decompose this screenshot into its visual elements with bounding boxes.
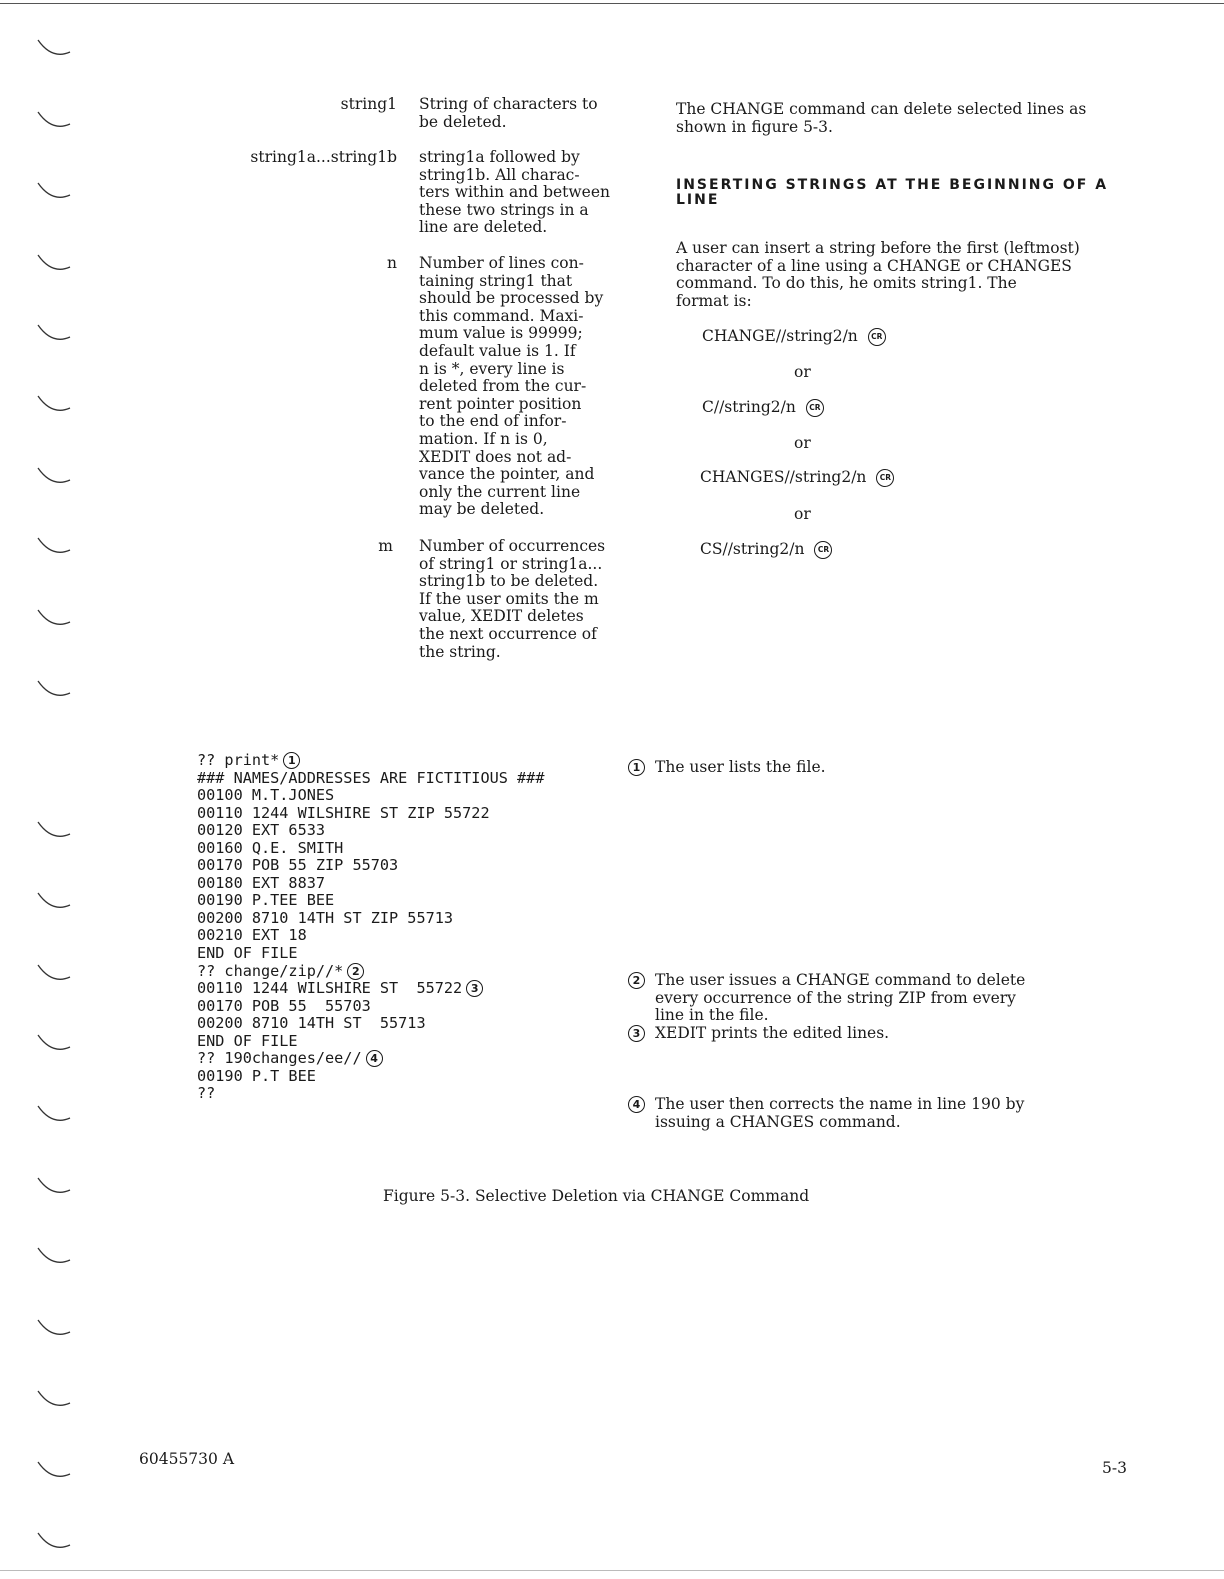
param-desc: String of characters to be deleted. — [419, 95, 598, 131]
code-line: 00210 EXT 18 — [197, 926, 307, 945]
format-line — [700, 540, 832, 559]
note-text: The user lists the file. — [655, 758, 826, 776]
carriage-return-icon: CR — [806, 399, 824, 417]
figure-caption: Figure 5-3. Selective Deletion via CHANGE Command — [383, 1187, 810, 1205]
note-text: XEDIT prints the edited lines. — [655, 1024, 890, 1042]
right-intro-paragraph: The CHANGE command can delete selected lines as shown in figure 5-3. — [676, 100, 1087, 136]
carriage-return-icon: CR — [814, 541, 832, 559]
code-line: 00120 EXT 6533 — [197, 821, 326, 840]
format-line — [700, 468, 894, 487]
code-line: 00110 1244 WILSHIRE ST 55722 3 — [197, 980, 544, 998]
code-line: 00170 POB 55 55703 — [197, 996, 371, 1015]
note-text: The user issues a CHANGE command to delete every occurrence of the string ZIP from every line in the file. — [655, 971, 1026, 1025]
note-text: The user then corrects the name in line 190 by issuing a CHANGES command. — [655, 1095, 1025, 1131]
right-paragraph: A user can insert a string before the first (leftmost) character of a line using a CHANGE or CHANGES command. To do this, he omits string1. The format is: — [676, 239, 1080, 310]
callout-marker-2: 2 — [347, 963, 364, 980]
code-line: 00110 1244 WILSHIRE ST ZIP 55722 — [197, 803, 490, 822]
code-line: ?? 190changes/ee// 4 — [197, 1050, 544, 1068]
param-desc: Number of lines con- taining string1 that should be processed by this command. Maxi- mum value is 99999; default value is 1. If n is *, every line is deleted from the cur- rent pointer position to the end of infor- mation. If n is 0, XEDIT does not ad- vance the pointer, and only the current line may be deleted. — [419, 254, 604, 519]
callout-marker-1: 1 — [283, 752, 300, 769]
code-line: ?? — [197, 1084, 216, 1103]
document-number: 60455730 A — [139, 1450, 235, 1468]
code-line: 00180 EXT 8837 — [197, 873, 326, 892]
callout-marker-4: 4 — [628, 1096, 645, 1113]
format-line — [702, 327, 886, 346]
code-line: END OF FILE — [197, 944, 298, 963]
top-rule — [0, 3, 1224, 4]
code-line: ?? change/zip//* 2 — [197, 963, 544, 981]
param-desc: string1a followed by string1b. All charac- ters within and between these two strings in a line are deleted. — [419, 148, 610, 237]
param-desc: Number of occurrences of string1 or string1a... string1b to be deleted. If the user omits the m value, XEDIT deletes the next occurrence of the string. — [419, 537, 606, 661]
section-heading: INSERTING STRINGS AT THE BEGINNING OF A LINE — [676, 177, 1109, 208]
param-term: string1a...string1b — [250, 148, 397, 166]
callout-marker-1: 1 — [628, 759, 645, 776]
code-line: 00100 M.T.JONES — [197, 786, 335, 805]
callout-marker-2: 2 — [628, 972, 645, 989]
code-line: 00190 P.TEE BEE — [197, 891, 335, 910]
format-text: CHANGE//string2/n — [702, 327, 858, 345]
carriage-return-icon: CR — [868, 328, 886, 346]
code-line: 00160 Q.E. SMITH — [197, 838, 344, 857]
callout-marker-4: 4 — [366, 1050, 383, 1067]
code-line: ?? print* 1 — [197, 752, 544, 770]
carriage-return-icon: CR — [876, 469, 894, 487]
code-line: 00190 P.T BEE — [197, 1066, 316, 1085]
code-line: 00170 POB 55 ZIP 55703 — [197, 856, 399, 875]
format-text: C//string2/n — [702, 398, 796, 416]
callout-marker-3: 3 — [466, 980, 483, 997]
param-term: m — [378, 537, 393, 555]
terminal-listing — [197, 752, 544, 1103]
or-label: or — [794, 363, 811, 381]
code-line: 00200 8710 14TH ST ZIP 55713 — [197, 908, 454, 927]
binding-hole-marks — [28, 0, 78, 1579]
callout-marker-3: 3 — [628, 1025, 645, 1042]
bottom-rule — [0, 1570, 1224, 1571]
or-label: or — [794, 434, 811, 452]
format-line — [702, 398, 824, 417]
code-line: 00200 8710 14TH ST 55713 — [197, 1014, 426, 1033]
page-number: 5-3 — [1102, 1459, 1127, 1477]
format-text: CHANGES//string2/n — [700, 468, 867, 486]
format-text: CS//string2/n — [700, 540, 805, 558]
param-term: string1 — [340, 95, 397, 113]
param-term: n — [387, 254, 397, 272]
or-label: or — [794, 505, 811, 523]
code-line: ### NAMES/ADDRESSES ARE FICTITIOUS ### — [197, 768, 545, 787]
code-line: END OF FILE — [197, 1031, 298, 1050]
